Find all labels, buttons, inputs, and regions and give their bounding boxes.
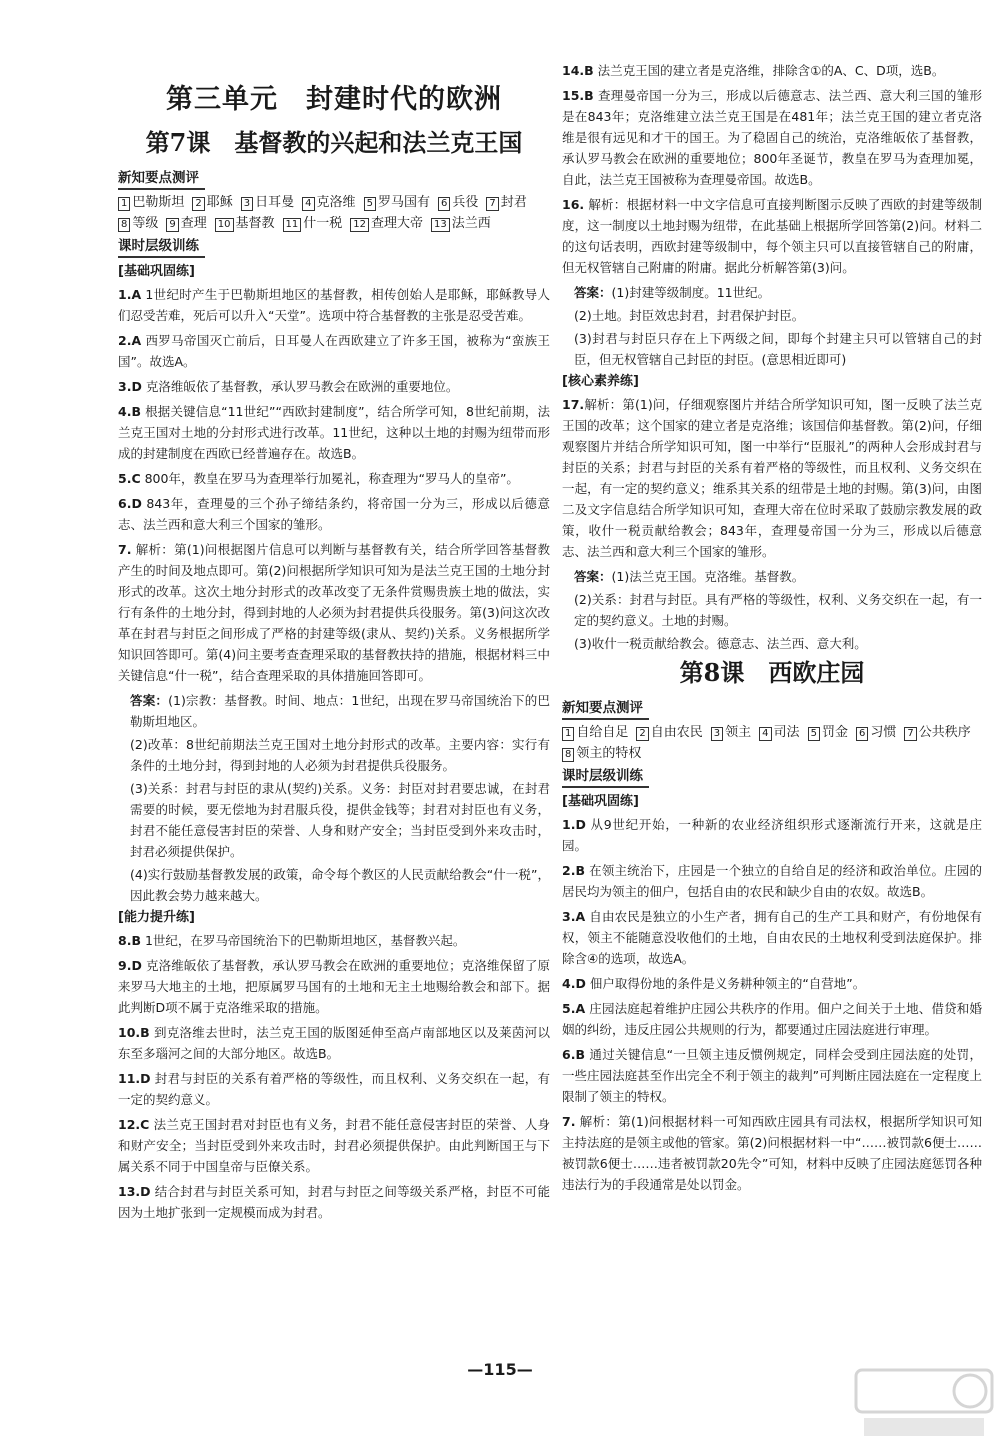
question-text: 克洛维皈依了基督教，承认罗马教会在欧洲的重要地位。 [145, 379, 459, 394]
lesson8-title: 第8课 西欧庄园 [679, 658, 865, 687]
question-item [118, 539, 550, 686]
question-number: 6.B [562, 1047, 585, 1062]
key-point-text: 基督教 [235, 216, 275, 231]
question-number: 13.D [118, 1184, 151, 1199]
key-point [241, 195, 294, 210]
key-point-number: 9 [166, 218, 178, 232]
answer-line [574, 589, 982, 631]
question-text: 查理曼帝国一分为三，形成以后德意志、法兰西、意大利三国的雏形是在843年；克洛维建立法兰克王国是在481年；法兰克王国的建立者克洛维是很有远见和才干的国王。为了稳固自己的统治，克洛维皈依了基督教，承认罗马教会在欧洲的重要地位；800年圣诞节，教皇在罗马为查理加冕，自此，法兰克王国被称为查理曼帝国。故选B。 [562, 88, 982, 187]
question-text: 从9世纪开始，一种新的农业经济组织形式逐渐流行开来，这就是庄园。 [562, 817, 982, 853]
question-text: 西罗马帝国灭亡前后，日耳曼人在西欧建立了许多王国，被称为“蛮族王国”。故选A。 [118, 333, 550, 369]
lesson8-key-points [562, 722, 982, 764]
question-item [118, 401, 550, 464]
question-number: 8.B [118, 933, 141, 948]
question-item [118, 376, 550, 397]
key-point-text: 领主的特权 [576, 746, 642, 761]
key-point [711, 725, 751, 740]
key-point [118, 195, 184, 210]
question-text: 克洛维皈依了基督教，承认罗马教会在欧洲的重要地位；克洛维保留了原来罗马大地主的土地，把原属罗马国有的土地和无主土地赐给教会和部下。据此判断D项不属于克洛维采取的措施。 [118, 958, 550, 1015]
key-point-number: 7 [486, 197, 498, 211]
question-item [562, 60, 982, 81]
key-point [438, 195, 478, 210]
answer-line [574, 633, 982, 654]
key-point-text: 领主 [725, 725, 752, 740]
unit-title: 第三单元 封建时代的欧洲 [166, 84, 502, 115]
key-point [636, 725, 702, 740]
lesson7-answer-17 [562, 566, 982, 654]
question-text: 法兰克王国的建立者是克洛维，排除含①的A、C、D项，选B。 [597, 63, 945, 78]
question-number: 7. [562, 1114, 576, 1129]
question-item [562, 194, 982, 278]
key-point-number: 4 [302, 197, 314, 211]
lesson7-item-17: 17.解析：第(1)问，仔细观察图片并结合所学知识可知，图一反映了法兰克王国的改革；这个国家的建立者是克洛维；该国信仰基督教。第(2)问，仔细观察图片并结合所学知识可知，图一中举行“臣服礼”的两种人会形成封君与封臣的关系；封君与封臣的关系有着严格的等级性，而且权利、义务交织在一起，有一定的契约意义；维系其关系的纽带是土地的封赐。第(3)问，由图二及文字信息结合所学知识可知，查理大帝在位时采取了鼓励宗教发展的政策，收什一税贡献给教会；843年，查理曼帝国一分为三，形成以后德意志、法兰西和意大利三个国家的雏形。 [562, 397, 982, 559]
question-text: 在领主统治下，庄园是一个独立的自给自足的经济和政治单位。庄园的居民均为领主的佃户，包括自由的农民和缺少自由的农奴。故选B。 [562, 863, 982, 899]
key-point-number: 5 [808, 727, 820, 741]
question-text: 自由农民是独立的小生产者，拥有自己的生产工具和财产，有份地保有权，领主不能随意没收他们的土地，自由农民的土地权利受到法庭保护。排除含④的选项，故选A。 [562, 909, 982, 966]
key-point-text: 查理 [180, 216, 207, 231]
key-point [215, 216, 275, 231]
question-item [562, 85, 982, 190]
question-number: 2.A [118, 333, 142, 348]
lesson8-basic-heading: [基础巩固练] [562, 794, 639, 809]
key-point-number: 11 [283, 218, 302, 232]
lesson7-answer-7 [118, 690, 550, 906]
answer-line [574, 305, 982, 326]
key-point-text: 巴勒斯坦 [132, 195, 185, 210]
question-item [118, 1068, 550, 1110]
key-point-number: 12 [350, 218, 369, 232]
question-text: 800年，教皇在罗马为查理举行加冕礼，称查理为“罗马人的皇帝”。 [144, 471, 519, 486]
key-point [192, 195, 232, 210]
key-point-text: 法兰西 [451, 216, 491, 231]
question-number: 5.A [562, 1001, 586, 1016]
answer-text: (1)法兰克王国。克洛维。基督教。 [611, 569, 805, 584]
lesson7-basic-heading: [基础巩固练] [118, 264, 195, 279]
question-text: 结合封君与封臣关系可知，封君与封臣之间等级关系严格，封臣不可能因为土地扩张到一定规模而成为封君。 [118, 1184, 550, 1220]
question-number: 15.B [562, 88, 594, 103]
question-text: 法兰克王国封君对封臣也有义务，封君不能任意侵害封臣的荣誉、人身和财产安全；当封臣受到外来攻击时，封君必须提供保护。由此判断国王与下属关系不同于中国皇帝与臣僚关系。 [118, 1117, 550, 1174]
key-point-text: 耶稣 [206, 195, 233, 210]
question-number: 2.B [562, 863, 585, 878]
question-text: 843年，查理曼的三个孙子缔结条约，将帝国一分为三，形成以后德意志、法兰西和意大利三个国家的雏形。 [118, 496, 550, 532]
key-point [486, 195, 526, 210]
key-point-number: 3 [241, 197, 253, 211]
key-point-text: 日耳曼 [255, 195, 295, 210]
lesson7-advanced-heading: [能力提升练] [118, 910, 195, 925]
question-number: 3.D [118, 379, 142, 394]
key-point [283, 216, 343, 231]
key-point [118, 216, 158, 231]
lesson7-section-train: 课时层级训练 [118, 236, 205, 258]
left-column [118, 60, 550, 1227]
key-point-number: 2 [636, 727, 648, 741]
right-column [562, 60, 982, 1199]
question-number: 6.D [118, 496, 142, 511]
answer-label: 答案： [574, 569, 612, 584]
question-number: 4.D [562, 976, 586, 991]
answer-text: (1)宗教：基督教。时间、地点：1世纪，出现在罗马帝国统治下的巴勒斯坦地区。 [130, 693, 550, 729]
question-item [562, 973, 982, 994]
question-text: 通过关键信息“一旦领主违反惯例规定，同样会受到庄园法庭的处罚，一些庄园法庭甚至作出完全不利于领主的裁判”可判断庄园法庭在一定程度上限制了领主的特权。 [562, 1047, 982, 1104]
key-point-text: 罚金 [821, 725, 848, 740]
key-point-text: 自由农民 [650, 725, 703, 740]
key-point-text: 罗马国有 [377, 195, 430, 210]
key-point-number: 8 [562, 748, 574, 762]
key-point [166, 216, 206, 231]
page-number: —115— [467, 1360, 533, 1379]
answer-line [574, 328, 982, 370]
key-point [856, 725, 896, 740]
key-point [302, 195, 355, 210]
answer-line [574, 282, 982, 303]
question-number: 7. [118, 542, 132, 557]
key-point-text: 克洛维 [316, 195, 356, 210]
question-item [118, 330, 550, 372]
answer-label: 答案： [130, 693, 169, 708]
question-number: 14.B [562, 63, 594, 78]
lesson7-title: 第7课 基督教的兴起和法兰克王国 [145, 128, 523, 157]
lesson7-advanced-items-left [118, 930, 550, 1223]
key-point-text: 公共秩序 [918, 725, 971, 740]
question-item [562, 1111, 982, 1195]
question-item [562, 814, 982, 856]
question-item [118, 955, 550, 1018]
lesson7-core-heading: [核心素养练] [562, 374, 639, 389]
key-point-text: 查理大帝 [371, 216, 424, 231]
question-text: 解析：第(1)问根据图片信息可以判断与基督教有关，结合所学回答基督教产生的时间及地点即可。第(2)问根据所学知识可知为是法兰克王国的土地分封形式的改革。这次土地分封形式的改革改变了无条件赏赐贵族土地的做法，实行有条件的土地分封，得到封地的人必须为封君提供兵役服务。第(3)问这次改革在封君与封臣之间形成了严格的封建等级(隶从、契约)关系。义务根据所学知识回答即可。第(4)问主要考查查理采取的基督教扶持的措施，根据材料三中关键信息“什一税”，结合查理采取的具体措施回答即可。 [118, 542, 550, 683]
question-number: 5.C [118, 471, 141, 486]
key-point-number: 3 [711, 727, 723, 741]
question-text: 根据关键信息“11世纪”“西欧封建制度”，结合所学可知，8世纪前期，法兰克王国对土地的分封形式进行改革。11世纪，这种以土地的封赐为纽带而形成的封建制度在西欧已经普遍存在。故选B。 [118, 404, 550, 461]
question-number: 3.A [562, 909, 586, 924]
key-point-text: 习惯 [870, 725, 897, 740]
question-number: 12.C [118, 1117, 150, 1132]
answer-line [130, 778, 550, 862]
answer-line [130, 864, 550, 906]
key-point-number: 1 [118, 197, 130, 211]
key-point-number: 10 [215, 218, 234, 232]
key-point [364, 195, 430, 210]
key-point [759, 725, 799, 740]
lesson8-section-new: 新知要点测评 [562, 698, 649, 720]
key-point-text: 司法 [773, 725, 800, 740]
key-point-text: 什一税 [303, 216, 343, 231]
key-point-number: 13 [431, 218, 450, 232]
answer-line [574, 566, 982, 587]
question-text: 佃户取得份地的条件是义务耕种领主的“自营地”。 [589, 976, 866, 991]
lesson8-basic-items [562, 814, 982, 1195]
question-item [118, 930, 550, 951]
answer-line [130, 734, 550, 776]
key-point-number: 1 [562, 727, 574, 741]
question-number: 10.B [118, 1025, 150, 1040]
question-number: 11.D [118, 1071, 151, 1086]
key-point-text: 自给自足 [576, 725, 629, 740]
key-point-text: 封君 [500, 195, 527, 210]
answer-text: (2)关系：封君与封臣。具有严格的等级性，权利、义务交织在一起，有一定的契约意义。土地的封赐。 [574, 592, 982, 628]
question-text: 1世纪，在罗马帝国统治下的巴勒斯坦地区，基督教兴起。 [144, 933, 466, 948]
answer-text: (3)关系：封君与封臣的隶从(契约)关系。义务：封臣对封君要忠诚，在封君需要的时候，要无偿地为封君服兵役，提供金钱等；封君对封臣也有义务，封君不能任意侵害封臣的荣誉、人身和财产安全；当封臣受到外来攻击时，封君必须提供保护。 [130, 781, 550, 859]
key-point-number: 8 [118, 218, 130, 232]
key-point [431, 216, 491, 231]
question-item [562, 1044, 982, 1107]
answer-text: (3)封君与封臣只存在上下两级之间，即每个封建主只可以管辖自己的封臣，但无权管辖自己封臣的封臣。(意思相近即可) [574, 331, 982, 367]
answer-line [130, 690, 550, 732]
key-point-text: 兵役 [452, 195, 479, 210]
question-text: 1世纪时产生于巴勒斯坦地区的基督教，相传创始人是耶稣，耶稣教导人们忍受苦难，死后可以升入“天堂”。选项中符合基督教的主张是忍受苦难。 [118, 287, 550, 323]
question-item [118, 1114, 550, 1177]
key-point-number: 6 [438, 197, 450, 211]
question-text: 封君与封臣的关系有着严格的等级性，而且权利、义务交织在一起，有一定的契约意义。 [118, 1071, 550, 1107]
answer-text: (4)实行鼓励基督教发展的政策，命令每个教区的人民贡献给教会“什一税”，因此教会势力越来越大。 [130, 867, 550, 903]
key-point [562, 725, 628, 740]
key-point-text: 等级 [132, 216, 159, 231]
key-point [562, 746, 641, 761]
question-number: 9.D [118, 958, 142, 973]
key-point-number: 5 [364, 197, 376, 211]
key-point [904, 725, 970, 740]
question-item [118, 1022, 550, 1064]
question-number: 1.D [562, 817, 586, 832]
question-item [118, 1181, 550, 1223]
question-item [118, 284, 550, 326]
question-item [562, 906, 982, 969]
answer-text: (2)土地。封臣效忠封君，封君保护封臣。 [574, 308, 805, 323]
answer-text: (2)改革：8世纪前期法兰克王国对土地分封形式的改革。主要内容：实行有条件的土地分封，得到封地的人必须为封君提供兵役服务。 [130, 737, 550, 773]
question-item [118, 493, 550, 535]
key-point-number: 4 [759, 727, 771, 741]
lesson8-section-train: 课时层级训练 [562, 766, 649, 788]
question-number: 4.B [118, 404, 141, 419]
question-item [118, 468, 550, 489]
key-point [350, 216, 423, 231]
question-text: 庄园法庭起着维护庄园公共秩序的作用。佃户之间关于土地、借贷和婚姻的纠纷，违反庄园公共规则的行为，都要通过庄园法庭进行审理。 [562, 1001, 982, 1037]
question-text: 到克洛维去世时，法兰克王国的版图延伸至高卢南部地区以及莱茵河以东至多瑙河之间的大部分地区。故选B。 [118, 1025, 550, 1061]
question-item [562, 860, 982, 902]
answer-label: 答案： [574, 285, 612, 300]
lesson7-section-new: 新知要点测评 [118, 168, 205, 190]
key-point [808, 725, 848, 740]
lesson7-answer-16 [562, 282, 982, 370]
watermark-logo [854, 1366, 994, 1442]
lesson7-key-points [118, 192, 550, 234]
answer-text: (3)收什一税贡献给教会。德意志、法兰西、意大利。 [574, 636, 867, 651]
question-text: 解析：根据材料一中文字信息可直接判断图示反映了西欧的封建等级制度，这一制度以土地封赐为纽带，在此基础上根据所学回答第(2)问。材料二的这句话表明，西欧封建等级制中，每个领主只可以直接管辖自己的附庸，但无权管辖自己附庸的附庸。据此分析解答第(3)问。 [562, 197, 982, 275]
key-point-number: 7 [904, 727, 916, 741]
question-item [562, 998, 982, 1040]
question-number: 16. [562, 197, 585, 212]
question-number: 1.A [118, 287, 142, 302]
question-text: 解析：第(1)问根据材料一可知西欧庄园具有司法权，根据所学知识可知主持法庭的是领主或他的管家。第(2)问根据材料一中“……被罚款6便士……被罚款6便士……违者被罚款20先令”可知，材料中反映了庄园法庭惩罚各种违法行为的手段通常是处以罚金。 [562, 1114, 982, 1192]
lesson7-advanced-items-right [562, 60, 982, 278]
answer-text: (1)封建等级制度。11世纪。 [611, 285, 771, 300]
key-point-number: 2 [192, 197, 204, 211]
lesson7-basic-items [118, 284, 550, 686]
key-point-number: 6 [856, 727, 868, 741]
